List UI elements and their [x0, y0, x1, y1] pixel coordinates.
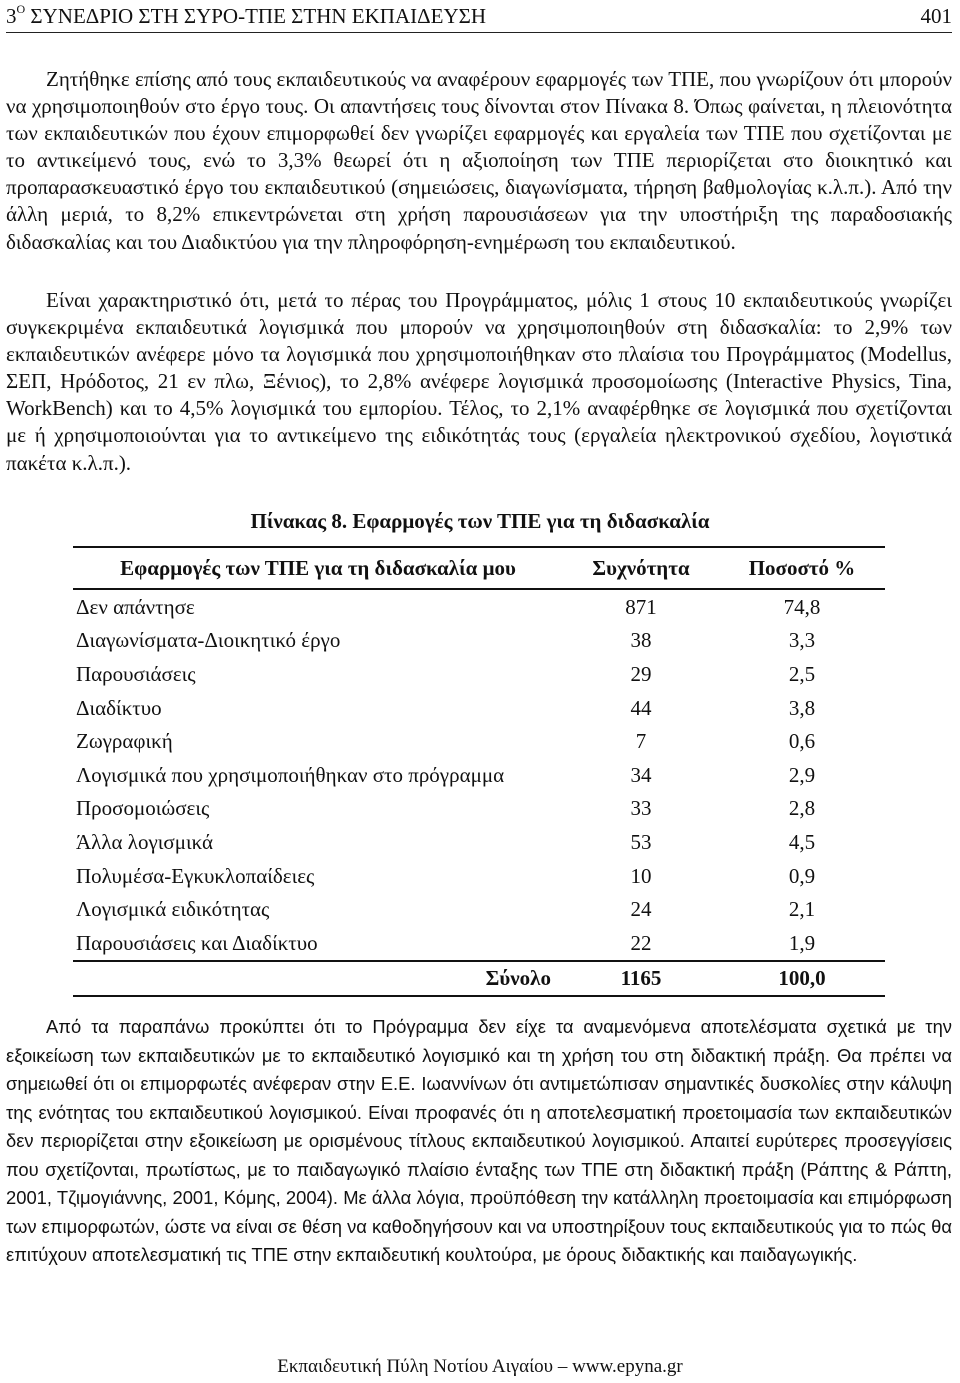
total-label: Σύνολο: [73, 961, 563, 997]
page-number: 401: [920, 4, 952, 28]
row-frequency: 871: [625, 594, 657, 619]
table-row: [73, 624, 885, 658]
paragraph-2: Είναι χαρακτηριστικό ότι, μετά το πέρας του Προγράμματος, μόλις 1 στους 10 εκπαιδευτικούς γνωρίζει συγκεκριμένα εκπαιδευτικά λογισμικά που μπορούν να χρησιμοποιηθούν στη διδασκαλία: το 2,9% των εκπαιδευτικών ανέφερε μόνο τα λογισμικά που χρησιμοποιήθηκαν στο πλαίσια του Προγράμματος (Modellus, ΣΕΠ, Ηρόδοτος, 21 εν πλω, Ξένιος), το 2,8% ανέφερε λογισμικά προσομοίωσης (Interactive Physics, Tina, WorkBench) και το 4,5% λογισμικά του εμπορίου. Τέλος, το 2,1% αναφέρθηκε σε λογισμικά που σχετίζονται με ή χρησιμοποιούνται για το αντικείμενο της ειδικότητάς τους (εργαλεία ηλεκτρονικού σχεδίου, λογιστικά πακέτα κ.λ.π.).: [6, 288, 952, 475]
table-row: [73, 859, 885, 893]
row-name: Διαδίκτυο: [76, 695, 162, 720]
conference-ordinal: Ο: [16, 2, 26, 16]
row-frequency: 7: [635, 729, 647, 754]
row-name: Δεν απάντησε: [76, 594, 195, 619]
header-frequency: Συχνότητα: [563, 547, 719, 589]
footer: Εκπαιδευτική Πύλη Νοτίου Αιγαίου – www.epyna.gr: [277, 1356, 683, 1377]
table-row: [73, 825, 885, 859]
table-row: [73, 926, 885, 961]
paragraph-3: Από τα παραπάνω προκύπτει ότι το Πρόγραμμα δεν είχε τα αναμενόμενα αποτελέσματα σχετικά με την εξοικείωση των εκπαιδευτικών με το εκπαιδευτικό λογισμικό και τη χρήση του στη διδακτική πράξη. Θα πρέπει να σημειωθεί ότι οι επιμορφωτές ανέφεραν στην Ε.Ε. Ιωαννίνων ότι αντιμετώπισαν σημαντικές δυσκολίες στην κάλυψη της ενότητας του εκπαιδευτικού λογισμικού. Είναι προφανές ότι η αποτελεσματική προετοιμασία των εκπαιδευτικών δεν περιορίζεται στην εξοικείωση με ορισμένους τίτλους εκπαιδευτικού λογισμικού. Απαιτεί ευρύτερες προσεγγίσεις που σχετίζονται, πρωτίστως, με το παιδαγωγικό πλαίσιο ένταξης των ΤΠΕ στη διδακτική πράξη (Ράπτης & Ράπτη, 2001, Τζιμογιάννης, 2001, Κόμης, 2004). Με άλλα λόγια, προϋπόθεση την κατάλληλη προετοιμασία και επιμόρφωση των επιμορφωτών, ώστε να είναι σε θέση να καθοδηγήσουν και να υποστηρίξουν τους εκπαιδευτικούς για το πώς θα επιτύχουν αποτελεσματική τις ΤΠΕ στην εκπαιδευτική κουλτούρα, με όρους διδακτικής και παιδαγωγικής.: [6, 1016, 952, 1265]
row-percentage: 2,1: [788, 897, 816, 922]
row-frequency: 38: [630, 628, 652, 653]
conference-number: 3: [6, 4, 17, 28]
running-header: [6, 2, 952, 33]
row-frequency: 33: [630, 796, 652, 821]
row-percentage: 74,8: [783, 594, 821, 619]
paragraph-1: Ζητήθηκε επίσης από τους εκπαιδευτικούς να αναφέρουν εφαρμογές των ΤΠΕ, που γνωρίζουν ότι μπορούν να χρησιμοποιηθούν στο έργο τους. Οι απαντήσεις τους δίνονται στον Πίνακα 8. Όπως φαίνεται, η πλειονότητα των εκπαιδευτικών που έχουν επιμορφωθεί δεν γνωρίζει εφαρμογές και εργαλεία των ΤΠΕ που σχετίζονται με το αντικείμενό τους, ενώ το 3,3% θεωρεί ότι η αξιοποίηση των ΤΠΕ περιορίζεται στο διοικητικό και προπαρασκευαστικό έργο του εκπαιδευτικού (σημειώσεις, διαγωνίσματα, τήρηση βαθμολογίας κ.λ.π.). Από την άλλη μεριά, το 8,2% επικεντρώνεται στη χρήση παρουσιάσεων για την υποστήριξη της παραδοσιακής διδασκαλίας και του Διαδικτύου για την πληροφόρηση-ενημέρωση του εκπαιδευτικού.: [6, 67, 952, 254]
table-row: [73, 657, 885, 691]
conference-title: [6, 2, 486, 30]
row-frequency: 22: [630, 930, 652, 955]
row-percentage: 2,5: [788, 661, 816, 686]
row-percentage: 0,9: [788, 863, 816, 888]
applications-table: [73, 546, 885, 997]
row-name: Λογισμικά ειδικότητας: [76, 897, 270, 922]
row-frequency: 10: [630, 863, 652, 888]
total-frequency: 1165: [563, 961, 719, 997]
row-name: Πολυμέσα-Εγκυκλοπαίδειες: [76, 863, 315, 888]
row-name: Διαγωνίσματα-Διοικητικό έργο: [76, 628, 341, 653]
row-name: Άλλα λογισμικά: [76, 829, 214, 854]
row-frequency: 34: [630, 762, 652, 787]
row-percentage: 3,3: [788, 628, 816, 653]
row-name: Παρουσιάσεις: [76, 661, 196, 686]
header-percentage: Ποσοστό %: [719, 547, 885, 589]
table-row: [73, 691, 885, 725]
row-percentage: 1,9: [788, 930, 816, 955]
table-row: [73, 792, 885, 826]
row-frequency: 44: [630, 695, 652, 720]
row-name: Ζωγραφική: [76, 729, 173, 754]
table-row: [73, 589, 885, 624]
row-frequency: 24: [630, 897, 652, 922]
table-row: [73, 724, 885, 758]
row-percentage: 2,8: [788, 796, 816, 821]
row-percentage: 2,9: [788, 762, 816, 787]
table-row: [73, 892, 885, 926]
table-row: [73, 758, 885, 792]
conference-title-text: ΣΥΝΕΔΡΙΟ ΣΤΗ ΣΥΡΟ-ΤΠΕ ΣΤΗΝ ΕΚΠΑΙΔΕΥΣΗ: [30, 4, 486, 28]
table-caption: Πίνακας 8. Εφαρμογές των ΤΠΕ για τη διδασκαλία: [250, 509, 710, 533]
row-percentage: 3,8: [788, 695, 816, 720]
table-header-row: [73, 547, 885, 589]
row-percentage: 4,5: [788, 829, 816, 854]
row-name: Λογισμικά που χρησιμοποιήθηκαν στο πρόγραμμα: [76, 762, 505, 787]
header-applications: Εφαρμογές των ΤΠΕ για τη διδασκαλία μου: [73, 547, 563, 589]
row-frequency: 29: [630, 661, 652, 686]
row-name: Προσομοιώσεις: [76, 796, 210, 821]
row-name: Παρουσιάσεις και Διαδίκτυο: [76, 930, 318, 955]
row-frequency: 53: [630, 829, 652, 854]
row-percentage: 0,6: [788, 729, 816, 754]
total-percentage: 100,0: [719, 961, 885, 997]
table-total-row: [73, 961, 885, 997]
